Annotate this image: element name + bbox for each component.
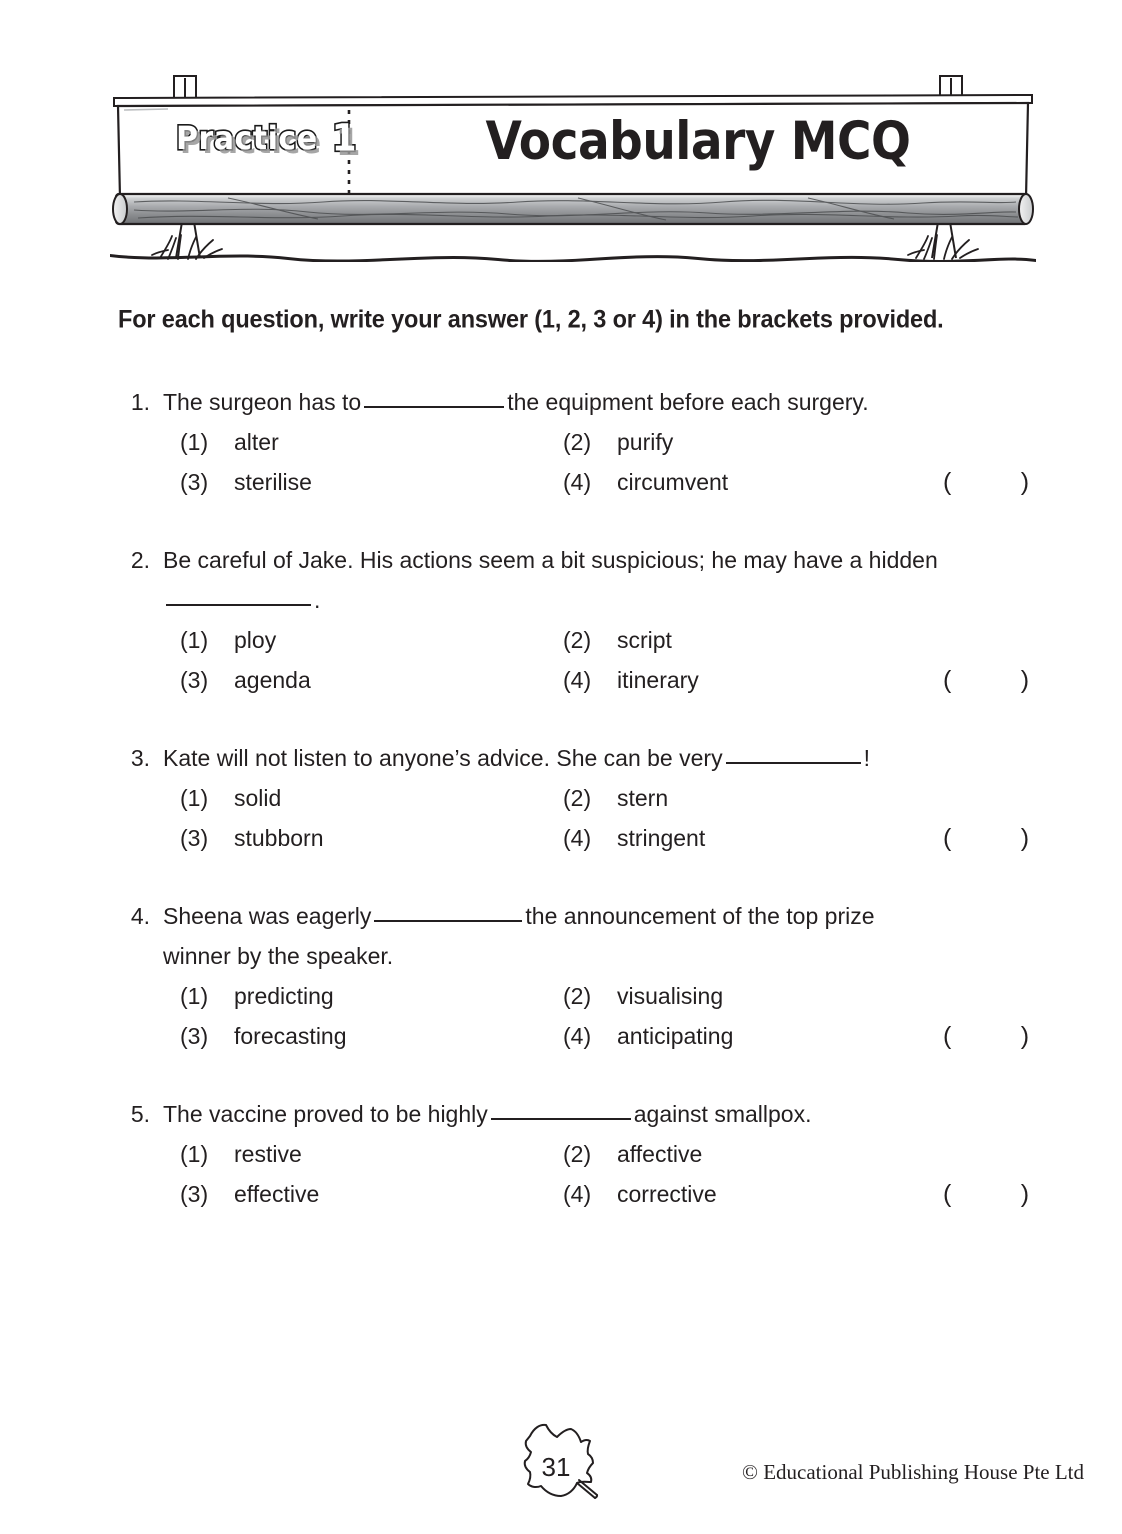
- option-label: corrective: [617, 1181, 717, 1207]
- option-4[interactable]: [563, 1016, 883, 1056]
- question-text-before: The vaccine proved to be highly: [163, 1101, 488, 1127]
- option-key: (2): [563, 785, 592, 811]
- options-row: [180, 818, 1048, 858]
- option-label: stern: [617, 785, 669, 811]
- questions-list: [118, 382, 1048, 1214]
- option-key: (3): [180, 667, 209, 693]
- option-key: (1): [180, 1141, 209, 1167]
- question-text: [163, 540, 1048, 620]
- question-number: 4.: [130, 903, 150, 929]
- question-text-line2: winner by the speaker.: [163, 943, 394, 969]
- option-4[interactable]: [563, 660, 883, 700]
- option-label: agenda: [234, 667, 311, 693]
- question-text-after: against smallpox.: [633, 1101, 812, 1127]
- question-text-before: Be careful of Jake. His actions seem a bit suspicious; he may have a hidden: [163, 547, 938, 573]
- question-number: 1.: [130, 389, 150, 415]
- option-3[interactable]: [180, 462, 563, 502]
- answer-bracket[interactable]: ( ): [943, 824, 1030, 852]
- option-4[interactable]: [563, 818, 883, 858]
- question-item: [118, 1094, 1048, 1214]
- option-key: (2): [563, 627, 592, 653]
- question-item: [118, 540, 1048, 700]
- option-label: affective: [617, 1141, 703, 1167]
- option-3[interactable]: [180, 818, 563, 858]
- question-item: [118, 896, 1048, 1056]
- options-group: [118, 620, 1048, 700]
- question-number: 2.: [130, 547, 150, 573]
- instruction-text: For each question, write your answer (1, 2, 3 or 4) in the brackets provided.: [118, 305, 944, 333]
- question-text-after: the equipment before each surgery.: [507, 389, 869, 415]
- option-key: (1): [180, 627, 209, 653]
- spacer: [118, 1056, 1048, 1094]
- option-4[interactable]: [563, 462, 883, 502]
- options-row: [180, 1174, 1048, 1214]
- option-key: (2): [563, 983, 592, 1009]
- ground-line: [110, 254, 1036, 262]
- option-key: (3): [180, 1181, 209, 1207]
- answer-blank[interactable]: [491, 1118, 631, 1120]
- option-1[interactable]: [180, 976, 563, 1016]
- spacer: [118, 502, 1048, 540]
- question-text-before: Kate will not listen to anyone’s advice. She can be very: [163, 745, 723, 771]
- options-row: [180, 1134, 1048, 1174]
- answer-bracket[interactable]: ( ): [943, 1022, 1030, 1050]
- option-key: (4): [563, 1181, 592, 1207]
- option-1[interactable]: [180, 1134, 563, 1174]
- option-2[interactable]: [563, 422, 883, 462]
- question-item: [118, 738, 1048, 858]
- option-2[interactable]: [563, 778, 883, 818]
- spacer: [118, 700, 1048, 738]
- page-number: 31: [541, 1451, 571, 1482]
- option-label: restive: [234, 1141, 302, 1167]
- question-text: [163, 738, 1048, 778]
- answer-bracket[interactable]: ( ): [943, 666, 1030, 694]
- option-key: (3): [180, 1023, 209, 1049]
- answer-bracket[interactable]: ( ): [943, 468, 1030, 496]
- option-2[interactable]: [563, 620, 883, 660]
- options-group: [118, 422, 1048, 502]
- option-1[interactable]: [180, 620, 563, 660]
- option-label: circumvent: [617, 469, 729, 495]
- grass-tuft-right: [908, 235, 978, 259]
- option-label: effective: [234, 1181, 320, 1207]
- question-text-after: .: [314, 587, 321, 613]
- question-text: [163, 896, 1048, 976]
- options-group: [118, 976, 1048, 1056]
- practice-number: 1: [331, 116, 357, 160]
- answer-blank[interactable]: [166, 604, 311, 606]
- options-group: [118, 1134, 1048, 1214]
- question-text: [163, 1094, 1048, 1134]
- options-row: [180, 976, 1048, 1016]
- option-4[interactable]: [563, 1174, 883, 1214]
- options-row: [180, 422, 1048, 462]
- spacer: [118, 858, 1048, 896]
- page-title: Vocabulary MCQ: [485, 110, 911, 172]
- option-key: (1): [180, 429, 209, 455]
- options-row: [180, 778, 1048, 818]
- question-item: [118, 382, 1048, 502]
- option-key: (4): [563, 469, 592, 495]
- option-label: script: [617, 627, 672, 653]
- answer-bracket[interactable]: ( ): [943, 1180, 1030, 1208]
- option-1[interactable]: [180, 422, 563, 462]
- options-group: [118, 778, 1048, 858]
- copyright-text: © Educational Publishing House Pte Ltd: [742, 1460, 1085, 1484]
- option-label: predicting: [234, 983, 334, 1009]
- option-label: ploy: [234, 627, 277, 653]
- option-3[interactable]: [180, 660, 563, 700]
- option-label: solid: [234, 785, 282, 811]
- header-banner: [108, 62, 1038, 262]
- question-text: [163, 382, 1048, 422]
- option-key: (4): [563, 1023, 592, 1049]
- option-label: forecasting: [234, 1023, 347, 1049]
- question-text-before: Sheena was eagerly: [163, 903, 372, 929]
- answer-blank[interactable]: [374, 920, 522, 922]
- practice-label: Practice: [176, 119, 318, 157]
- option-key: (3): [180, 469, 209, 495]
- option-label: purify: [617, 429, 674, 455]
- option-label: stringent: [617, 825, 706, 851]
- options-row: [180, 462, 1048, 502]
- option-key: (1): [180, 785, 209, 811]
- question-text-after: the announcement of the top prize: [525, 903, 875, 929]
- option-1[interactable]: [180, 778, 563, 818]
- answer-blank[interactable]: [364, 406, 504, 408]
- option-key: (2): [563, 1141, 592, 1167]
- question-text-after: !: [863, 745, 870, 771]
- option-key: (3): [180, 825, 209, 851]
- option-label: visualising: [617, 983, 724, 1009]
- option-label: itinerary: [617, 667, 699, 693]
- option-label: sterilise: [234, 469, 312, 495]
- question-number: 5.: [130, 1101, 150, 1127]
- option-key: (4): [563, 667, 592, 693]
- options-row: [180, 660, 1048, 700]
- option-label: stubborn: [234, 825, 324, 851]
- option-2[interactable]: [563, 1134, 883, 1174]
- options-row: [180, 620, 1048, 660]
- page-footer: [0, 1408, 1122, 1528]
- option-3[interactable]: [180, 1174, 563, 1214]
- question-number: 3.: [130, 745, 150, 771]
- option-3[interactable]: [180, 1016, 563, 1056]
- banner-post-left: [174, 76, 196, 98]
- options-row: [180, 1016, 1048, 1056]
- option-2[interactable]: [563, 976, 883, 1016]
- option-key: (4): [563, 825, 592, 851]
- option-key: (1): [180, 983, 209, 1009]
- wooden-log: [113, 194, 1033, 224]
- option-label: alter: [234, 429, 279, 455]
- option-key: (2): [563, 429, 592, 455]
- answer-blank[interactable]: [726, 762, 861, 764]
- option-label: anticipating: [617, 1023, 734, 1049]
- question-text-before: The surgeon has to: [163, 389, 362, 415]
